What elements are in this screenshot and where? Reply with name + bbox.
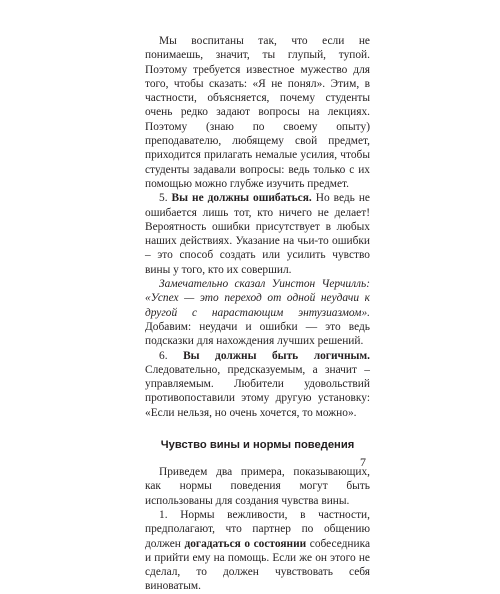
politeness-norms-emphasis: догадаться о состоянии [184, 537, 307, 550]
paragraph-upbringing [145, 34, 370, 191]
paragraph-politeness-norms [145, 508, 370, 594]
rule-6-number: 6. [159, 349, 184, 362]
examples-intro-text: Приведем два примера, показывающих, как нормы поведения могут быть использованы для создания чувства вины. [145, 466, 370, 507]
section-heading: Чувство вины и нормы поведения [160, 439, 355, 452]
paragraph-rule-6 [145, 349, 370, 420]
rule-6-title: Вы должны быть логичным. [183, 349, 371, 362]
paragraph-examples-intro [145, 465, 370, 508]
churchill-quote: Замечательно сказал Уинстон Черчилль: «Успех — это переход от одной неудачи к другой с нарастающим энтузиазмом». [145, 278, 370, 319]
rule-5-title: Вы не должны ошибаться. [171, 192, 312, 205]
page-number: 7 [360, 455, 366, 469]
politeness-norms-rest: собеседника и прийти ему на помощь. Если же он этого не сделал, то должен чувствовать себя виноватым. [145, 537, 371, 593]
churchill-comment: Добавим: неудачи и ошибки — это ведь подсказки для нахождения лучших решений. [145, 320, 370, 348]
rule-6-text: Следовательно, предсказуемым, а значит – управляемым. Любители удовольствий противопоставили этому другую установку: «Если нельзя, но очень хочется, то можно». [145, 363, 370, 419]
body-text [145, 34, 370, 594]
paragraph-upbringing-text: Мы воспитаны так, что если не понимаешь, значит, ты глупый, тупой. Поэтому требуется известное мужество для того, чтобы сказать: «Я не понял». Этим, в частности, объясняется, почему студенты очень редко задают вопросы на лекциях. Поэтому (знаю по своему опыту) преподавателю, любящему свой предмет, приходится прилагать немалые усилия, чтобы студенты задавали вопросы: ведь только с их помощью можно глубже изучить предмет. [145, 35, 370, 190]
rule-5-number: 5. [159, 192, 172, 205]
politeness-norms-start: 1. Нормы вежливости, в частности, предполагают, что партнер по общению должен [145, 508, 370, 550]
rule-5-text: Но ведь не ошибается лишь тот, кто ничего не делает! Вероятность ошибки присутствует в любых наших действиях. Указание на чьи-то ошибки – это способ создать или усилить чувство вины у того, кто их совершил. [145, 192, 370, 276]
paragraph-churchill-quote [145, 277, 370, 348]
paragraph-rule-5 [145, 191, 370, 277]
